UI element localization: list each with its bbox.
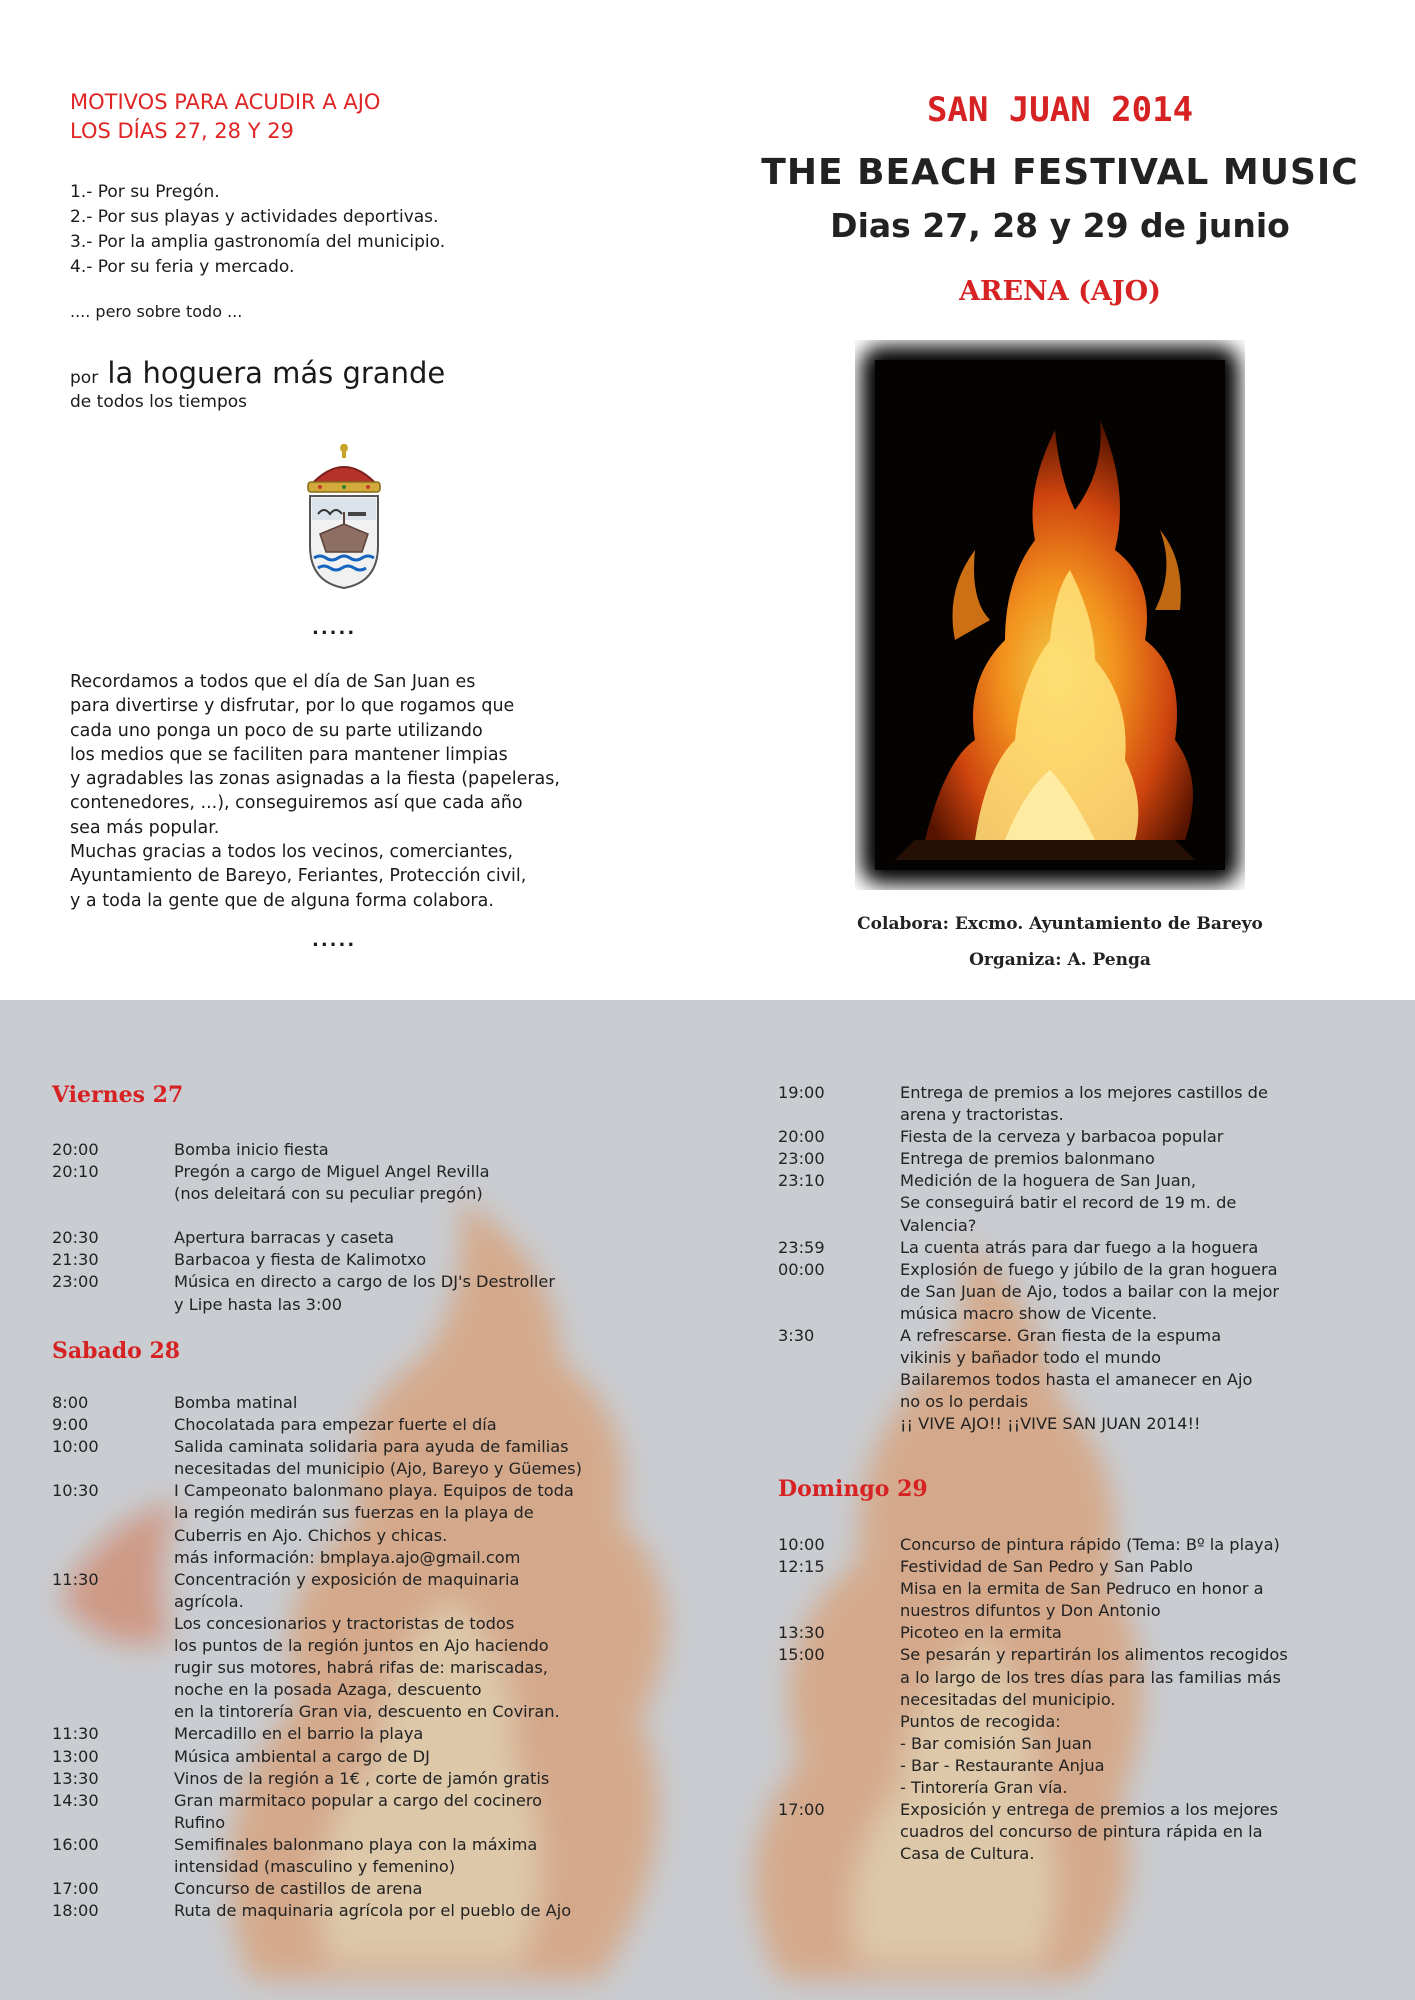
item-time: 13:30 [52,1768,99,1788]
item-line: Cuberris en Ajo. Chichos y chicas. [174,1525,448,1545]
item-line: intensidad (masculino y femenino) [174,1856,456,1876]
reason-item: 1.- Por su Pregón. [70,182,220,202]
item-desc [900,1170,1388,1236]
item-line: Puntos de recogida: [900,1711,1061,1731]
item-line: los puntos de la región juntos en Ajo haciendo [174,1636,549,1656]
item-desc [900,1126,1388,1148]
schedule-item [52,1227,692,1249]
message-line: los medios que se faciliten para mantener limpias [70,744,508,765]
item-desc [174,1227,692,1249]
item-desc [900,1237,1388,1259]
item-desc [174,1139,692,1161]
item-desc [174,1480,692,1568]
item-time: 10:30 [52,1481,99,1501]
pero-text: .... pero sobre todo ... [70,302,243,321]
item-line: rugir sus motores, habrá rifas de: mariscadas, [174,1658,548,1678]
item-time: 10:00 [778,1535,825,1554]
item-desc [174,1878,692,1900]
item-line: música macro show de Vicente. [900,1303,1158,1323]
item-time: 17:00 [778,1800,825,1820]
schedule-item [52,1723,692,1745]
item-time: 23:00 [778,1149,825,1169]
message-line: contenedores, ...), conseguiremos así que cada año [70,793,523,814]
schedule-item [52,1569,692,1724]
message-line: cada uno ponga un poco de su parte utilizando [70,720,483,741]
schedule-sabado [52,1392,692,1922]
schedule-item [778,1325,1388,1435]
schedule-item [778,1799,1388,1865]
item-time: 19:00 [778,1083,825,1102]
item-desc [174,1746,692,1768]
item-line: nuestros difuntos y Don Antonio [900,1601,1161,1621]
item-line: Casa de Cultura. [900,1844,1035,1864]
schedule-domingo [778,1534,1388,1865]
item-line: Concurso de pintura rápido (Tema: Bº la playa) [900,1535,1280,1554]
hoguera-text: la hoguera más grande [107,356,446,390]
item-line: Explosión de fuego y júbilo de la gran hoguera [900,1259,1278,1279]
item-desc [174,1723,692,1745]
day-heading-viernes: Viernes 27 [52,1082,184,1108]
item-line: Chocolatada para empezar fuerte el día [174,1415,497,1435]
item-line: I Campeonato balonmano playa. Equipos de toda [174,1481,574,1501]
por-word: por [70,368,99,388]
schedule-item [52,1392,692,1414]
item-time: 18:00 [52,1901,99,1921]
schedule-item [52,1139,692,1161]
item-line: agrícola. [174,1591,244,1611]
item-desc [174,1790,692,1834]
bonfire-image [855,340,1245,890]
schedule-item [52,1768,692,1790]
item-line: necesitadas del municipio (Ajo, Bareyo y Güemes) [174,1459,582,1479]
item-time: 14:30 [52,1790,99,1810]
schedule-item [52,1249,692,1271]
schedule-item [778,1148,1388,1170]
item-line: Barbacoa y fiesta de Kalimotxo [174,1250,427,1270]
item-line: Apertura barracas y caseta [174,1228,395,1248]
item-line: Medición de la hoguera de San Juan, [900,1171,1197,1191]
item-line: Música en directo a cargo de los DJ's Destroller [174,1272,556,1292]
item-desc [174,1436,692,1480]
motivos-line-1: MOTIVOS PARA ACUDIR A AJO [70,90,381,114]
item-time: 23:59 [778,1237,825,1257]
item-line: Música ambiental a cargo de DJ [174,1746,430,1766]
item-line: (nos deleitará con su peculiar pregón) [174,1184,483,1204]
motivos-line-2: LOS DÍAS 27, 28 Y 29 [70,119,294,143]
item-line: A refrescarse. Gran fiesta de la espuma [900,1326,1222,1346]
schedule-item [52,1161,692,1205]
schedule-item [52,1746,692,1768]
item-line: vikinis y bañador todo el mundo [900,1348,1162,1368]
item-line: Ruta de maquinaria agrícola por el pueblo de Ajo [174,1901,572,1921]
item-time: 20:10 [52,1162,99,1182]
divider-dots: ..... [312,618,357,639]
message-line: Recordamos a todos que el día de San Juan es [70,672,476,692]
item-time: 9:00 [52,1415,89,1435]
item-line: Bomba matinal [174,1393,298,1412]
item-line: Rufino [174,1812,226,1832]
schedule-item [52,1436,692,1480]
item-desc [174,1569,692,1724]
item-desc [900,1622,1388,1644]
item-desc [174,1768,692,1790]
item-time: 11:30 [52,1569,99,1589]
message-line: Ayuntamiento de Bareyo, Feriantes, Protección civil, [70,866,527,887]
item-time: 11:30 [52,1724,99,1744]
message-line: y a toda la gente que de alguna forma colabora. [70,890,494,911]
item-line: Festividad de San Pedro y San Pablo [900,1557,1194,1577]
item-desc [174,1249,692,1271]
item-desc [174,1834,692,1878]
schedule-item [52,1900,692,1922]
day-heading-sabado: Sabado 28 [52,1338,181,1364]
item-line: Se pesarán y repartirán los alimentos recogidos [900,1645,1288,1665]
item-time: 00:00 [778,1259,825,1279]
reason-item: 2.- Por sus playas y actividades deportivas. [70,207,439,227]
item-line: cuadros del concurso de pintura rápida en la [900,1822,1263,1842]
item-desc [900,1644,1388,1799]
message-paragraph [70,670,670,913]
schedule-item [778,1644,1388,1799]
item-line: Mercadillo en el barrio la playa [174,1724,424,1744]
item-line: Salida caminata solidaria para ayuda de familias [174,1437,569,1457]
divider-dots: ..... [312,930,357,951]
item-time: 13:30 [778,1623,825,1643]
item-time: 23:10 [778,1171,825,1191]
item-time: 20:00 [52,1140,99,1159]
message-line: Muchas gracias a todos los vecinos, comerciantes, [70,842,514,863]
item-line: no os lo perdais [900,1392,1029,1412]
schedule-item [52,1414,692,1436]
schedule-sabado-continued [778,1082,1388,1436]
item-line: Valencia? [900,1215,977,1235]
event-title: SAN JUAN 2014 [926,90,1194,130]
item-line: Se conseguirá batir el record de 19 m. de [900,1193,1237,1213]
schedule-panel [0,1000,1415,2000]
item-line: Misa en la ermita de San Pedruco en honor a [900,1579,1264,1599]
item-desc [900,1556,1388,1622]
reason-item: 4.- Por su feria y mercado. [70,257,295,277]
item-line: Gran marmitaco popular a cargo del cocinero [174,1790,543,1810]
item-time: 23:00 [52,1272,99,1292]
item-time: 8:00 [52,1393,89,1412]
item-time: 20:00 [778,1127,825,1147]
schedule-item [778,1082,1388,1126]
item-desc [174,1414,692,1436]
message-line: para divertirse y disfrutar, por lo que rogamos que [70,696,515,717]
item-line: Semifinales balonmano playa con la máxima [174,1834,538,1854]
item-line: Picoteo en la ermita [900,1623,1062,1643]
schedule-item [778,1170,1388,1236]
item-line: Entrega de premios balonmano [900,1149,1155,1169]
item-line: a lo largo de los tres días para las familias más [900,1667,1281,1687]
item-line: Entrega de premios a los mejores castillos de [900,1083,1268,1102]
item-desc [900,1082,1388,1126]
schedule-item [52,1878,692,1900]
item-line: Bailaremos todos hasta el amanecer en Ajo [900,1370,1253,1390]
item-desc [174,1392,692,1414]
event-dates: Dias 27, 28 y 29 de junio [830,206,1290,245]
item-line: Concentración y exposición de maquinaria [174,1569,520,1589]
item-line: - Bar - Restaurante Anjua [900,1755,1105,1775]
item-line: Exposición y entrega de premios a los mejores [900,1800,1279,1820]
message-line: sea más popular. [70,817,220,838]
item-line: Pregón a cargo de Miguel Angel Revilla [174,1162,490,1182]
item-desc [174,1161,692,1205]
event-subtitle: THE BEACH FESTIVAL MUSIC [761,152,1359,193]
hoguera-headline [70,356,445,395]
item-time: 13:00 [52,1746,99,1766]
tiempos-text: de todos los tiempos [70,392,248,412]
schedule-item [52,1271,692,1315]
item-line: - Bar comisión San Juan [900,1733,1092,1753]
coat-of-arms-icon [296,442,392,590]
item-desc [174,1900,692,1922]
schedule-viernes [52,1139,692,1316]
item-desc [900,1534,1388,1556]
item-time: 17:00 [52,1879,99,1899]
item-line: noche en la posada Azaga, descuento [174,1680,482,1700]
item-line: Bomba inicio fiesta [174,1140,329,1159]
motivos-heading [70,88,380,146]
item-desc [174,1271,692,1315]
colabora-text: Colabora: Excmo. Ayuntamiento de Bareyo [857,914,1263,934]
item-time: 16:00 [52,1834,99,1854]
reasons-list [70,180,445,280]
schedule-item [778,1556,1388,1622]
item-line: La cuenta atrás para dar fuego a la hoguera [900,1237,1259,1257]
item-line: y Lipe hasta las 3:00 [174,1294,342,1314]
credits [760,906,1360,978]
item-line: ¡¡ VIVE AJO!! ¡¡VIVE SAN JUAN 2014!! [900,1414,1201,1434]
item-line: Los concesionarios y tractoristas de todos [174,1613,515,1633]
item-line: la región medirán sus fuerzas en la playa de [174,1503,534,1523]
schedule-item [778,1622,1388,1644]
item-time: 12:15 [778,1557,825,1577]
item-desc [900,1259,1388,1325]
schedule-item [52,1790,692,1834]
reason-item: 3.- Por la amplia gastronomía del municipio. [70,232,446,252]
event-location: ARENA (AJO) [959,276,1161,307]
schedule-item [52,1834,692,1878]
item-line: Vinos de la región a 1€ , corte de jamón gratis [174,1768,550,1788]
schedule-item [778,1259,1388,1325]
schedule-item [52,1480,692,1568]
item-line: Concurso de castillos de arena [174,1879,423,1899]
item-line: arena y tractoristas. [900,1105,1064,1125]
schedule-item [778,1534,1388,1556]
schedule-item [778,1237,1388,1259]
item-line: más información: bmplaya.ajo@gmail.com [174,1547,521,1567]
item-line: de San Juan de Ajo, todos a bailar con la mejor [900,1281,1280,1301]
item-line: en la tintorería Gran via, descuento en Coviran. [174,1702,560,1722]
day-heading-domingo: Domingo 29 [778,1476,928,1502]
item-time: 15:00 [778,1645,825,1665]
item-desc [900,1325,1388,1435]
item-time: 21:30 [52,1250,99,1270]
item-desc [900,1148,1388,1170]
item-time: 3:30 [778,1326,815,1346]
schedule-item [778,1126,1388,1148]
item-line: Fiesta de la cerveza y barbacoa popular [900,1127,1224,1147]
message-line: y agradables las zonas asignadas a la fiesta (papeleras, [70,769,560,790]
item-line: - Tintorería Gran vía. [900,1778,1068,1798]
item-desc [900,1799,1388,1865]
organiza-text: Organiza: A. Penga [969,950,1151,970]
item-time: 20:30 [52,1228,99,1248]
item-line: necesitadas del municipio. [900,1689,1116,1709]
item-time: 10:00 [52,1437,99,1457]
